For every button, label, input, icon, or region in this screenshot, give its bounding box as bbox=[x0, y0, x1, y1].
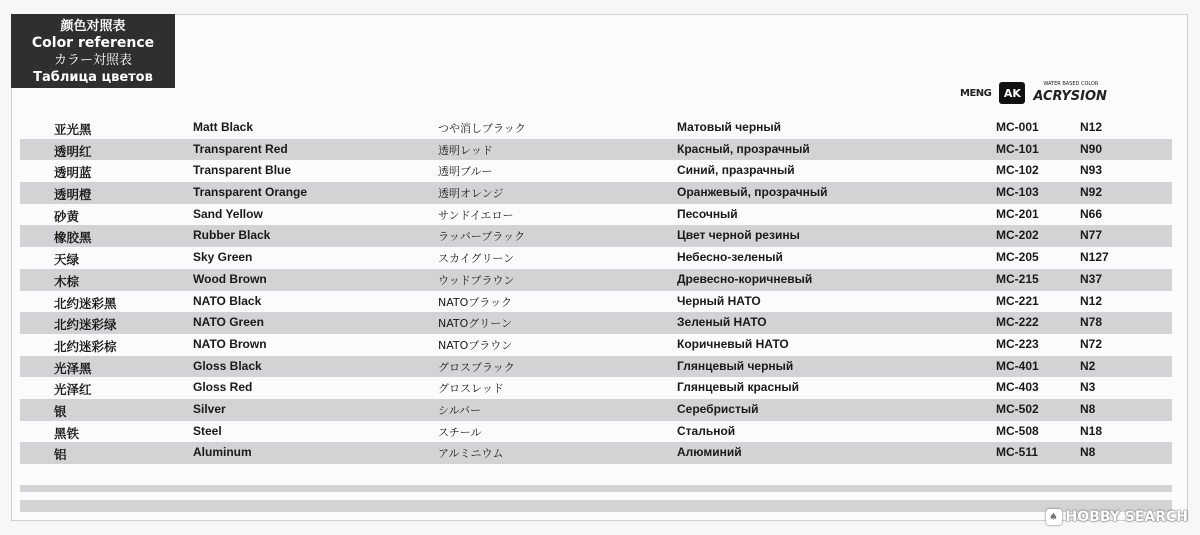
color-name-en: Transparent Orange bbox=[193, 185, 308, 200]
color-name-zh: 橡胶黑 bbox=[54, 230, 92, 246]
table-row bbox=[20, 182, 1172, 204]
divider-bar bbox=[20, 485, 1172, 492]
meng-color-code: MC-001 bbox=[996, 120, 1039, 134]
color-name-zh: 光泽黑 bbox=[54, 360, 92, 376]
meng-color-code: MC-201 bbox=[996, 206, 1039, 221]
color-name-ru: Глянцевый черный bbox=[677, 358, 794, 373]
color-name-en: NATO Green bbox=[193, 315, 264, 330]
meng-color-code: MC-502 bbox=[996, 401, 1039, 416]
color-name-ru: Цвет черной резины bbox=[677, 228, 800, 243]
color-name-zh: 透明蓝 bbox=[54, 165, 92, 181]
color-name-zh: 黑铁 bbox=[54, 425, 80, 441]
acrysion-subtitle: WATER BASED COLOR bbox=[1043, 80, 1099, 87]
meng-logo: MENG bbox=[960, 87, 992, 99]
color-name-en: Transparent Blue bbox=[193, 163, 292, 178]
title-zh: 颜色对照表 bbox=[60, 19, 126, 34]
table-row bbox=[20, 291, 1172, 313]
color-name-ru: Древесно-коричневый bbox=[677, 271, 813, 286]
color-name-en: Aluminum bbox=[193, 445, 252, 460]
color-name-jp: サンドイエロー bbox=[438, 208, 514, 222]
meng-color-code: MC-223 bbox=[996, 336, 1039, 351]
color-name-ru: Алюминий bbox=[677, 445, 742, 460]
color-name-en: Steel bbox=[193, 423, 222, 438]
color-name-zh: 透明橙 bbox=[54, 187, 92, 203]
color-name-jp: ウッドブラウン bbox=[438, 273, 515, 287]
ak-color-code: N90 bbox=[1080, 141, 1103, 156]
color-name-jp: シルバー bbox=[438, 403, 481, 417]
ak-color-code: N77 bbox=[1080, 228, 1103, 243]
title-en: Color reference bbox=[31, 35, 155, 51]
table-row bbox=[20, 356, 1172, 378]
color-name-zh: 木棕 bbox=[54, 273, 80, 289]
color-name-zh: 北约迷彩黑 bbox=[54, 295, 117, 311]
table-row bbox=[20, 117, 1172, 139]
table-row bbox=[20, 421, 1172, 443]
color-name-jp: アルミニウム bbox=[438, 447, 504, 461]
color-name-jp: NATOブラウン bbox=[438, 338, 513, 352]
table-row bbox=[20, 399, 1172, 421]
color-name-zh: 透明红 bbox=[54, 143, 92, 159]
ak-color-code: N3 bbox=[1080, 380, 1096, 395]
color-name-en: Sand Yellow bbox=[193, 206, 263, 221]
color-name-jp: ラッバーブラック bbox=[438, 230, 526, 244]
color-name-jp: 透明オレンジ bbox=[438, 187, 504, 201]
color-name-zh: 北约迷彩绿 bbox=[54, 317, 117, 333]
meng-color-code: MC-221 bbox=[996, 293, 1039, 308]
ak-color-code: N66 bbox=[1080, 206, 1103, 221]
ak-color-code: N12 bbox=[1080, 120, 1103, 134]
ak-color-code: N18 bbox=[1080, 423, 1103, 438]
color-name-ru: Оранжевый, прозрачный bbox=[677, 185, 828, 200]
meng-color-code: MC-102 bbox=[996, 163, 1039, 178]
color-name-en: Rubber Black bbox=[193, 228, 271, 243]
meng-color-code: MC-511 bbox=[996, 445, 1039, 460]
table-row bbox=[20, 377, 1172, 399]
color-name-ru: Небесно-зеленый bbox=[677, 250, 783, 265]
hobbysearch-watermark bbox=[1046, 509, 1188, 525]
color-name-zh: 北约迷彩棕 bbox=[54, 338, 117, 354]
ak-color-code: N72 bbox=[1080, 336, 1103, 351]
color-name-ru: Матовый черный bbox=[677, 120, 782, 134]
acrysion-wordmark: ACRYSION bbox=[1033, 88, 1107, 104]
color-name-ru: Черный НАТО bbox=[677, 293, 761, 308]
acrysion-logo bbox=[1033, 80, 1107, 104]
color-name-zh: 天绿 bbox=[54, 252, 80, 268]
meng-color-code: MC-403 bbox=[996, 380, 1039, 395]
color-name-en: Transparent Red bbox=[193, 141, 288, 156]
color-name-jp: グロスブラック bbox=[438, 360, 515, 374]
ak-color-code: N127 bbox=[1080, 250, 1109, 265]
color-reference-header bbox=[11, 14, 175, 88]
table-row bbox=[20, 225, 1172, 247]
watermark-text: HOBBY SEARCH bbox=[1065, 509, 1188, 525]
color-name-en: Wood Brown bbox=[193, 271, 267, 286]
table-row bbox=[20, 204, 1172, 226]
color-reference-table bbox=[20, 117, 1172, 464]
table-row bbox=[20, 247, 1172, 269]
color-name-jp: 透明ブルー bbox=[438, 165, 493, 179]
ak-color-code: N92 bbox=[1080, 185, 1103, 200]
color-name-jp: NATOグリーン bbox=[438, 317, 513, 331]
color-name-jp: 透明レッド bbox=[438, 143, 493, 157]
ak-color-code: N78 bbox=[1080, 315, 1103, 330]
color-name-zh: 铝 bbox=[54, 447, 67, 463]
ak-color-code: N93 bbox=[1080, 163, 1103, 178]
color-name-jp: つや消しブラック bbox=[438, 122, 526, 135]
color-name-ru: Зеленый НАТО bbox=[677, 315, 767, 330]
color-name-ru: Коричневый НАТО bbox=[677, 336, 789, 351]
hobbysearch-logo-icon: ♠ bbox=[1046, 509, 1062, 525]
color-name-jp: グロスレッド bbox=[438, 382, 504, 396]
ak-logo: AK bbox=[999, 82, 1025, 104]
color-name-en: NATO Brown bbox=[193, 336, 267, 351]
ak-color-code: N37 bbox=[1080, 271, 1103, 286]
color-name-ru: Глянцевый красный bbox=[677, 380, 800, 395]
color-name-ru: Синий, празрачный bbox=[677, 163, 795, 178]
table-row bbox=[20, 160, 1172, 182]
color-name-en: Gloss Black bbox=[193, 358, 262, 373]
color-name-zh: 亚光黑 bbox=[54, 122, 92, 137]
meng-color-code: MC-202 bbox=[996, 228, 1039, 243]
meng-color-code: MC-205 bbox=[996, 250, 1039, 265]
title-jp: カラー対照表 bbox=[53, 53, 132, 68]
color-name-ru: Серебристый bbox=[677, 401, 759, 416]
ak-color-code: N8 bbox=[1080, 401, 1096, 416]
meng-color-code: MC-508 bbox=[996, 423, 1039, 438]
meng-color-code: MC-401 bbox=[996, 358, 1039, 373]
color-name-en: Matt Black bbox=[193, 120, 254, 134]
color-name-zh: 砂黄 bbox=[54, 208, 80, 224]
meng-color-code: MC-101 bbox=[996, 141, 1039, 156]
color-name-zh: 银 bbox=[54, 403, 67, 419]
meng-color-code: MC-103 bbox=[996, 185, 1039, 200]
meng-color-code: MC-222 bbox=[996, 315, 1039, 330]
color-name-ru: Песочный bbox=[677, 206, 738, 221]
color-name-en: Silver bbox=[193, 401, 226, 416]
color-name-en: Sky Green bbox=[193, 250, 253, 265]
color-name-ru: Стальной bbox=[677, 423, 736, 438]
divider-bar bbox=[20, 500, 1172, 512]
table-row bbox=[20, 312, 1172, 334]
color-name-en: Gloss Red bbox=[193, 380, 253, 395]
table-row bbox=[20, 334, 1172, 356]
color-name-jp: スカイグリーン bbox=[438, 252, 515, 266]
table-row bbox=[20, 442, 1172, 464]
color-name-ru: Красный, прозрачный bbox=[677, 141, 810, 156]
color-name-jp: スチール bbox=[438, 425, 482, 439]
ak-color-code: N2 bbox=[1080, 358, 1096, 373]
ak-color-code: N12 bbox=[1080, 293, 1103, 308]
table-row bbox=[20, 269, 1172, 291]
table-row bbox=[20, 139, 1172, 161]
ak-color-code: N8 bbox=[1080, 445, 1096, 460]
title-ru: Таблица цветов bbox=[33, 70, 153, 85]
brand-logos bbox=[960, 80, 1107, 106]
color-name-zh: 光泽红 bbox=[54, 382, 92, 398]
meng-color-code: MC-215 bbox=[996, 271, 1039, 286]
color-name-en: NATO Black bbox=[193, 293, 262, 308]
color-name-jp: NATOブラック bbox=[438, 295, 513, 309]
